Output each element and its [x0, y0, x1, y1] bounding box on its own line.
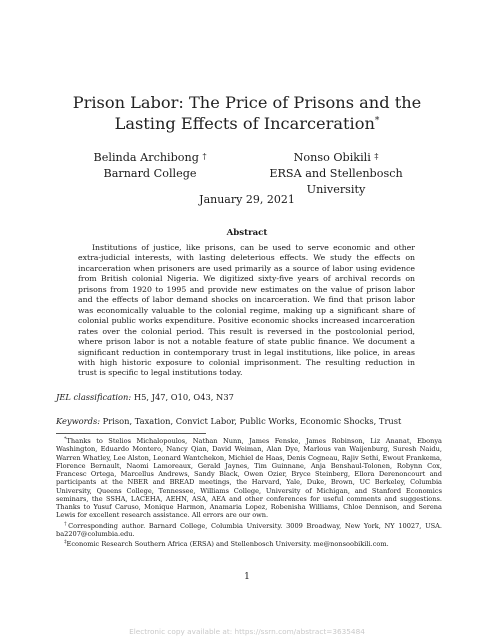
author-footnote-mark: ‡ — [374, 152, 379, 161]
ssrn-watermark: Electronic copy available at: https://ssrn.com/abstract=3635484 — [129, 627, 365, 636]
footnote-acknowledgements — [56, 435, 442, 520]
footnote-mark: † — [64, 520, 69, 527]
page-number: 1 — [244, 572, 250, 582]
author-block-obikili — [256, 150, 416, 198]
title-footnote-mark: * — [374, 116, 380, 126]
footnote-text: Thanks to Stelios Michalopoulos, Nathan Nunn, James Fenske, James Robinson, Liz Ananat, Ebonya Washington, Eduardo Montero, Nancy Qian, David Weiman, Alan Dye, Marlous van Waijenburg, Suresh Naidu, Warren Whatley, Lee Alston, Leonard Wantchekon, Michiel de Haas, Denis Cogneau, Rajiv Sethi, Ewout Frankema, Florence Bernault, Naomi Lamoreaux, Gerald Jaynes, Tim Guinnane, Anja Benshaul-Tolonen, Robynn Cox, Francesc Ortega, Marcellus Andrews, Sandy Black, Owen Ozier, Bryce Steinberg, Ellora Derenoncourt and participants at the NBER and BREAD meetings, the Harvard, Yale, Duke, Brown, UC Berkeley, Columbia University, Queens College, Tennessee, Williams College, University of Michigan, and Stanford Economics seminars, the SSHA, LACEHA, AEHN, ASA, AEA and other conferences for useful comments and suggestions. Thanks to Yusuf Caruso, Monique Harmon, Anamaria Lopez, Robenisha Williams, Chloe Dennison, and Serena Lewis for excellent research assistance. All errors are our own. — [56, 437, 442, 520]
footnote-second-author — [56, 538, 442, 548]
footnote-mark: ‡ — [64, 539, 67, 546]
footnotes — [56, 435, 442, 549]
keywords — [56, 416, 456, 426]
title-text: Prison Labor: The Price of Prisons and the Lasting Effects of Incarceration — [72, 93, 422, 133]
jel-codes: H5, J47, O10, O43, N37 — [133, 392, 234, 402]
abstract-heading: Abstract — [226, 228, 268, 238]
abstract-text: Institutions of justice, like prisons, can be used to serve economic and other extra-judicial interests, with lasting deleterious effects. We study the effects on incarceration when prisoners are used primarily as a source of labor using evidence from British colonial Nigeria. We digitized sixty-five years of archival records on prisons from 1920 to 1995 and provide new estimates on the value of prison labor and the effects of labor demand shocks on incarceration. We find that prison labor was economically valuable to the colonial regime, making up a significant share of colonial public works expenditure. Positive economic shocks increased incarceration rates over the colonial period. This result is reversed in the postcolonial period, where prison labor is not a notable feature of state public finance. We document a significant reduction in contemporary trust in legal institutions, like police, in areas with high historic exposure to colonial imprisonment. The resulting reduction in trust is specific to legal institutions today. — [78, 243, 415, 378]
footnote-text: Economic Research Southern Africa (ERSA) and Stellenbosch University. me@nonsoobikili.com. — [66, 540, 389, 549]
author-affiliation: ERSA and Stellenbosch University — [269, 167, 403, 196]
keywords-list: Prison, Taxation, Convict Labor, Public Works, Economic Shocks, Trust — [102, 416, 402, 426]
footnote-text: Corresponding author. Barnard College, Columbia University. 3009 Broadway, New York, NY 10027, USA. ba2207@columbia.edu. — [56, 521, 442, 539]
footnote-mark: * — [64, 436, 67, 442]
jel-classification — [56, 392, 446, 402]
author-name: Belinda Archibong — [93, 151, 199, 164]
author-affiliation: Barnard College — [103, 167, 197, 180]
paper-title — [40, 92, 454, 134]
jel-label: JEL classification: — [56, 392, 132, 402]
footnote-corresponding-author — [56, 520, 442, 539]
paper-date: January 29, 2021 — [199, 193, 295, 206]
author-footnote-mark: † — [202, 152, 207, 161]
author-name: Nonso Obikili — [293, 151, 371, 164]
author-block-archibong — [90, 150, 210, 182]
keywords-label: Keywords: — [56, 416, 101, 426]
footnote-divider — [56, 433, 206, 434]
